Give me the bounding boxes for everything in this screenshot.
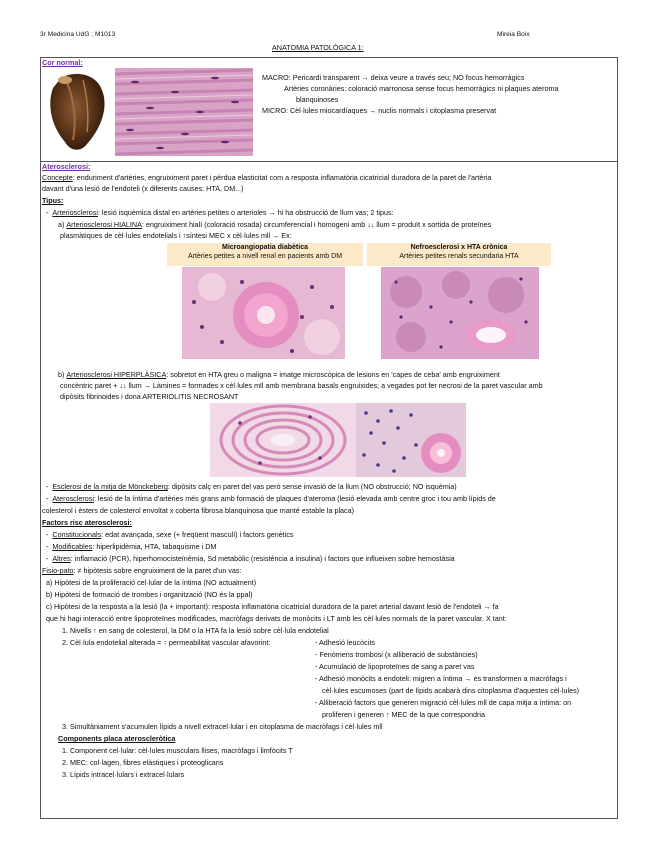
myocardium-micro-image	[115, 68, 253, 156]
components-1: 1. Component cel·lular: cèl·lules musculars llises, macròfags i limfòcits T	[62, 746, 293, 755]
page-title: ANATOMIA PATOLÒGICA 1:	[272, 43, 364, 52]
coronaries-text-1: Artèries coronàries: coloració marronosa sense focus hemorràgics ni plaques ateroma	[284, 84, 559, 93]
necrosant-micro-image	[356, 403, 466, 477]
cor-normal-heading: Cor normal:	[42, 58, 83, 67]
fisio-s1: - Adhesió leucòcits	[315, 638, 375, 647]
fisio-s4b: cèl·lules escumoses (part de lípids acabarà dins citoplasma d'aquestes cèl·lules)	[322, 686, 580, 695]
altres-label: Altres	[52, 554, 71, 563]
monck-line: - Esclerosi de la mitja de Mönckeberg: dipòsits calç en paret del vas però sense invasió de la llum (NO obstrucció; NO isquèmia)	[46, 482, 457, 491]
arterio-label: Arteriosclerosi	[52, 208, 98, 217]
fisio-text: : ≠ hipòtesis sobre engruiximent de la paret d'un vas:	[73, 566, 242, 575]
modif-label: Modificables	[52, 542, 93, 551]
header-right: Mireia Boix	[497, 31, 530, 38]
hialina-line-1: a) Arteriosclerosi HIALINA: engruiximent hialí (coloració rosada) circumferencial i homogeni amb ↓↓ llum = produït x sortida de proteïnes	[58, 220, 492, 229]
caption-2-title: Nefroesclerosi x HTA crònica	[410, 244, 508, 251]
fisio-line	[42, 566, 242, 576]
hialina-line-2: plasmàtiques de cèl·lules endotelials i ↑síntesi MEC x cèl·lules mll → Ex:	[60, 231, 292, 240]
fisio-s4a: - Adhesió monòcits a endoteli: migren a íntima → es transformen a macròfags i	[315, 674, 567, 683]
fisio-n3: 3. Simultàniament s'acumulen lípids a nivell extracel·lular i en citoplasma de macròfags i cèl·lules mll	[62, 722, 383, 731]
components-2: 2. MEC: col·lagen, fibres elàstiques i proteoglicans	[62, 758, 224, 767]
atero-heading: Aterosclerosi:	[42, 162, 91, 171]
factors-altres: - Altres: inflamació (PCR), hiperhomocisteïnèmia, Sd metabòlic (resistència a insulina) i factors que influeixen sobre hemostàsia	[46, 554, 455, 563]
fisio-label: Fisio-pato	[42, 566, 74, 575]
hiper-text-1: : sobretot en HTA greu o maligna = imatge microscòpica de lesions en 'capes de ceba' amb engruiximent	[166, 370, 500, 379]
fisio-s5a: - Alliberació factors que generen migració cèl·lules mll de capa mitja a íntima: on	[315, 698, 572, 707]
tipus-heading: Tipus:	[42, 196, 64, 205]
factors-const: - Constitucionals: edat avançada, sexe (+ freqüent masculí) i factors genètics	[46, 530, 294, 539]
fisio-s3: - Acumulació de lipoproteïnes de sang a paret vas	[315, 662, 475, 671]
fisio-n1: 1. Nivells ↑ en sang de colesterol, la DM o la HTA fa la lesió sobre cèl·lula endotelial	[62, 626, 329, 635]
caption-nefroesclerosi	[367, 243, 551, 266]
altres-text: : inflamació (PCR), hiperhomocisteïnèmia, Sd metabòlic (resistència a insulina) i factors que influeixen sobre hemostàsia	[70, 554, 455, 563]
const-label: Constitucionals	[52, 530, 102, 539]
fisio-c-2: que hi hagi interacció entre lipoproteïnes modificades, macròfags derivats de monòcits i LT amb les cèl·lules normals de la paret vascular. X tant:	[46, 614, 507, 623]
caption-1-sub: Artèries petites a nivell renal en pacients amb DM	[187, 253, 343, 260]
fisio-c-1: c) Hipòtesi de la resposta a la lesió (la + important): resposta inflamatòria cicatricial duradora de la paret arterial davant lesió de l'endoteli → fa	[46, 602, 499, 611]
fisio-n2: 2. Cèl·lula endotelial alterada = ↑ permeabilitat vascular afavorint:	[62, 638, 271, 647]
cor-macro-text: MACRO: Pericardi transparent → deixa veure a través seu; NO focus hemorràgics	[262, 73, 525, 82]
caption-1-title: Microangiopatia diabètica	[222, 244, 308, 251]
hiperplasica-micro-image	[210, 403, 356, 477]
fisio-s2: - Fenòmens trombosi (x alliberació de substàncies)	[315, 650, 478, 659]
components-heading: Components placa ateroscleròtica	[58, 734, 176, 743]
hiper-line-3: dipòsits fibrinoides i dona ARTERIOLITIS NECROSANT	[60, 392, 239, 401]
factors-modif: - Modificables: hiperlipidèmia, HTA, tabaquisme i DM	[46, 542, 217, 551]
monck-label: Esclerosi de la mitja de Mönckeberg	[52, 482, 168, 491]
nefroesclerosi-micro-image	[381, 267, 539, 359]
atero-label: Aterosclerosi	[52, 494, 94, 503]
header-left: 3r Medicina UdG ; M1013	[40, 31, 116, 38]
hialina-text: : engruiximent hialí (coloració rosada) circumferencial i homogeni amb ↓↓ llum = produït x sortida de proteïnes	[141, 220, 492, 229]
hiper-label: Arteriosclerosi HIPERPLÀSICA	[66, 370, 167, 379]
components-3: 3. Lípids intracel·lulars i extracel·lulars	[62, 770, 185, 779]
caption-2-sub: Artèries petites renals secundaria HTA	[399, 253, 519, 260]
fisio-a: a) Hipòtesi de la proliferació cel·lular de la íntima (NO actualment)	[46, 578, 257, 587]
modif-text: : hiperlipidèmia, HTA, tabaquisme i DM	[92, 542, 217, 551]
hiper-line-2: concèntric paret + ↓↓ llum → Làmines = formades x cèl·lules mll amb membrana basals engruixides; a vegades pot fer necrosi de la paret vascular amb	[60, 381, 543, 390]
coronaries-text-2: blanquinoses	[296, 95, 339, 104]
arterio-text: : lesió isquèmica distal en artèries petites o arterioles → hi ha obstrucció de llum vas; 2 tipus:	[97, 208, 394, 217]
fisio-b: b) Hipòtesi de formació de trombes i organització (NO és la ppal)	[46, 590, 253, 599]
factors-heading: Factors risc aterosclerosi:	[42, 518, 132, 527]
fisio-s5b: proliferen i generen ↑ MEC de la que correspondria	[322, 710, 486, 719]
concept-line-2: davant d'una lesió de l'endoteli (x diferents causes: HTA, DM...)	[42, 184, 244, 193]
hialina-micro-image	[182, 267, 345, 359]
concept-line-1	[42, 173, 491, 183]
hiper-line-1: b) Arteriosclerosi HIPERPLÀSICA: sobretot en HTA greu o maligna = imatge microscòpica de lesions en 'capes de ceba' amb engruiximent	[58, 370, 500, 379]
atero-line-2: colesterol i èsters de colesterol envoltat x coberta fibrosa blanquinosa que manté estable la placa)	[42, 506, 355, 515]
caption-microangiopatia	[167, 243, 363, 266]
atero-line-1: - Aterosclerosi: lesió de la íntima d'artèries més grans amb formació de plaques d'ateroma (lesió elevada amb centre groc i tou amb lípids de	[46, 494, 496, 503]
heart-image	[43, 68, 113, 154]
atero-text-1: : lesió de la íntima d'artèries més grans amb formació de plaques d'ateroma (lesió elevada amb centre groc i tou amb lípids de	[93, 494, 496, 503]
cor-micro-text: MICRO: Cèl·lules miocardíaques → nuclis normals i citoplasma preservat	[262, 106, 497, 115]
arterio-line: - Arteriosclerosi: lesió isquèmica distal en artèries petites o arterioles → hi ha obstrucció de llum vas; 2 tipus:	[46, 208, 394, 217]
concept-text: : enduriment d'artèries, engruiximent paret i pèrdua elasticitat com a resposta inflamatòria cicatricial duradora de la paret de l'artèria	[72, 173, 492, 182]
concept-label: Concepte	[42, 173, 73, 182]
monck-text: : dipòsits calç en paret del vas però sense invasió de la llum (NO obstrucció; NO isquèmia)	[167, 482, 457, 491]
hialina-label: Arteriosclerosi HIALINA	[66, 220, 142, 229]
const-text: : edat avançada, sexe (+ freqüent masculí) i factors genètics	[101, 530, 294, 539]
